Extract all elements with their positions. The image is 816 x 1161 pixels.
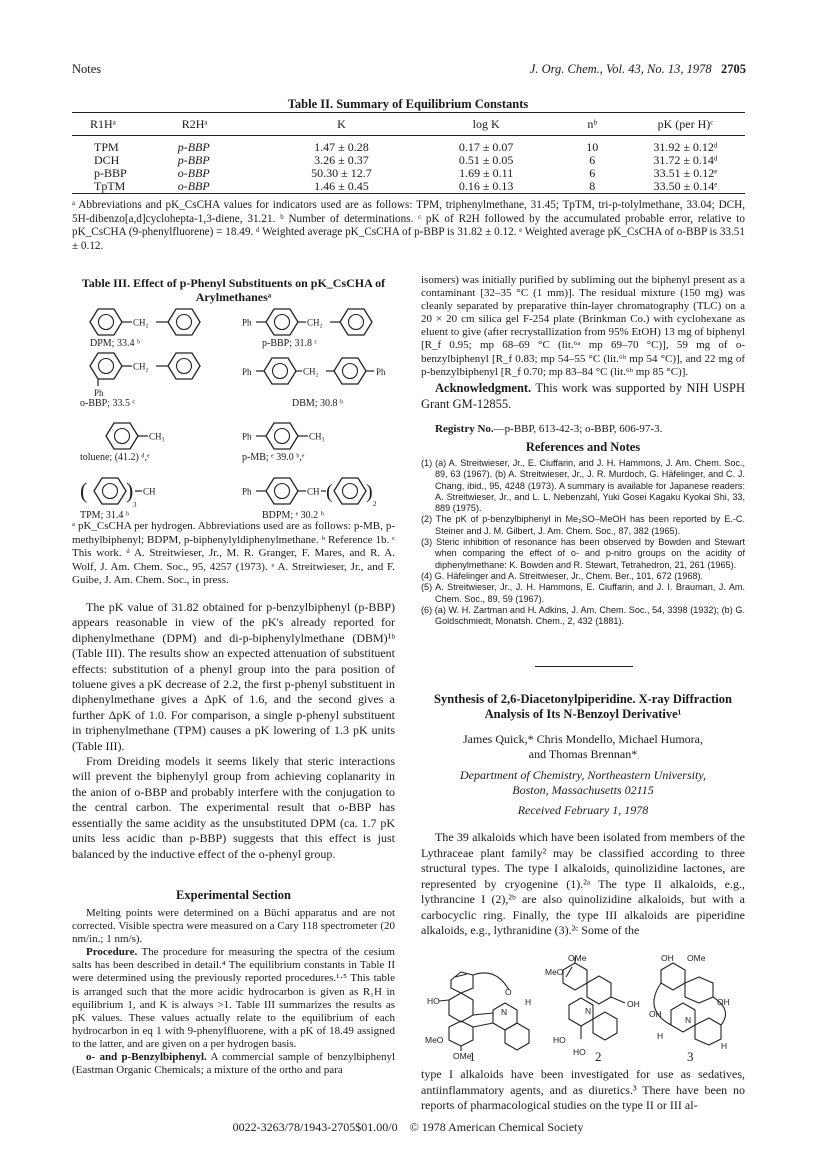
alkaloid-structures <box>421 955 745 1063</box>
table3-title: Table III. Effect of p-Phenyl Substituents on pK_CsCHA of Arylmethanesᵃ <box>81 276 386 304</box>
table-cell: TpTM <box>94 179 126 193</box>
alk-label-ome: OMe <box>568 955 587 963</box>
toluene-diagram <box>80 420 230 452</box>
table3-footnote: ᵃ pK_CsCHA per hydrogen. Abbreviations used are as follows: p-MB, p-methylbiphenyl; BDPM, p-biphenylyldiphenylmethane. ᵇ Reference 1b. ᶜ This work. ᵈ A. Streitwieser, Jr., M. R. Granger, F. Mares, and R. A. Wolf, J. Am. Chem. Soc., 95, 4257 (1973). ᵉ A. Streitwieser, Jr., and F. Guibe, J. Am. Chem. Soc., in press. <box>72 520 395 586</box>
table-cell: 33.51 ± 0.12ᵉ <box>653 166 718 180</box>
paragraph: The pK value of 31.82 obtained for p-benzylbiphenyl (p-BBP) appears reasonable in view of the pK's already reported for diphenylmethane (DPM) and di-p-biphenylylmethane (DBM)¹ᵇ (Table III). The results show an expected attenuation of substituent effects: substitution of a phenyl group into the para position of toluene gives a pK decrease of 2.2, the first p-phenyl substituent in diphenylmethane gives a ΔpK of 1.6, and the second gives a further ΔpK of 1.0. For comparison, a single p-phenyl substituent in triphenylmethane (TPM) causes a pK lowering of 1.3 pK units (Table III). <box>72 600 395 753</box>
footer-code: 0022-3263/78/1943-2705$01.00/0 <box>232 1120 398 1134</box>
ch2-label: CH₂ <box>307 317 323 328</box>
ph-label: Ph <box>242 367 252 377</box>
alk-label-ho: HO <box>427 996 440 1006</box>
structure-o-bbp <box>80 352 230 409</box>
compound-number-2: 2 <box>595 1049 602 1063</box>
reference-item: (6) (a) W. H. Zartman and H. Adkins, J. Am. Chem. Soc., 54, 3398 (1932); (b) G. Goldschmiedt, Monatsh. Chem., 2, 432 (1881). <box>421 604 745 627</box>
alk-label-ome: OMe <box>453 1051 472 1061</box>
table3-label: DBM; 30.8 ᵇ <box>292 398 344 409</box>
procedure-text: The procedure for measuring the spectra of the cesium salts has been described in detail.⁴ The equilibrium constants in Table II were determined using the previously reported procedures.¹·⁵ This table is arranged such that the more acidic hydrocarbon is given as R₁H in equilibrium 1, and K is always >1. Table III summarizes the results as pK values. These values actually relate to the equilibrium of each hydrocarbon in eq 1 with 9-phenylfluorene, with a pK of 18.49 assigned to the latter, and are given on a per hydrogen basis. <box>72 946 395 1050</box>
table-cell: TPM <box>94 140 119 154</box>
table-cell: 8 <box>589 179 596 193</box>
table-cell: 31.72 ± 0.14ᵈ <box>653 153 718 167</box>
table-cell: 1.47 ± 0.28 <box>314 140 369 154</box>
table3-label: o-BBP; 33.5 ᶜ <box>80 398 136 409</box>
alkaloid-diagram <box>421 955 745 1063</box>
alk-label-meo: MeO <box>545 967 564 977</box>
alk-label-ho: HO <box>553 1035 566 1045</box>
structure-tpm <box>80 474 230 521</box>
table-cell: 0.17 ± 0.07 <box>458 140 514 154</box>
table-row <box>72 167 745 180</box>
registry-head: Registry No. <box>435 423 494 435</box>
table-cell: 6 <box>589 153 596 167</box>
alk-label-n: N <box>685 1015 692 1025</box>
alk-label-oh: OH <box>627 999 640 1009</box>
alk-label-oh: OH <box>649 1009 662 1019</box>
table-cell: o-BBP <box>177 179 210 193</box>
reference-item: (2) The pK of p-benzylbiphenyl in Me₂SO–MeOH has been reported by E.-C. Steiner and J. M. Gilbert, J. Am. Chem. Soc., 87, 382 (1965). <box>421 514 745 536</box>
registry-text: —p-BBP, 613-42-3; o-BBP, 606-97-3. <box>493 423 663 435</box>
article-continuation <box>421 1067 745 1114</box>
table2-bottom-rule <box>72 193 745 194</box>
left-column-body <box>72 600 395 862</box>
paragraph: The 39 alkaloids which have been isolated from members of the Lythraceae plant family² may be classified according to three structural types. The type I alkaloids, quinolizidine lactones, are represented by cryogenine (1).²ᵃ The type II alkaloids, e.g., lythrancine I (2),²ᵇ are also quinolizidine alkaloids, but with a carbocyclic ring. Finally, the type III alkaloids are piperidine alkaloids, e.g., lythranidine (3).²ᶜ Some of the <box>421 830 745 937</box>
alk-label-h: H <box>657 1031 664 1041</box>
bbp-text: A commercial sample of benzylbiphenyl (Eastman Organic Chemicals; a mixture of the ortho and para <box>72 1051 396 1077</box>
left-paren: ( <box>326 481 333 503</box>
ch2-label: CH₂ <box>303 366 319 377</box>
table2-top-rule <box>72 112 745 113</box>
alk-label-n: N <box>501 1007 508 1017</box>
left-paren: ( <box>80 478 88 503</box>
table2-col-r2h: R2Hᵃ <box>178 114 269 136</box>
running-header-journal <box>530 62 746 77</box>
reference-item: (3) Steric inhibition of resonance has been observed by Bowden and Stewart when comparing the effect of o- and p-nitro groups on the acidity of diphenylmethane: K. Bowden and R. Stewart, Tetrahedron, 21, 261 (1965). <box>421 537 745 570</box>
ch-label: CH <box>307 486 320 497</box>
paragraph: isomers) was initially purified by subliming out the biphenyl present as a contaminant [32–35 °C (1 mm)]. The residual mixture (150 mg) was cleanly separated by preparative thin-layer chromatography (TLC) on a 20 × 20 cm silica gel F-254 plate (Brinkman Co.) with cyclohexane as eluent to give (after recrystallization from 95% EtOH) 13 mg of biphenyl [R_f 0.95; mp 68–69 °C (lit.⁶ᵃ mp 69–70 °C)], 59 mg of o-benzylbiphenyl [R_f 0.83; mp 54–55 °C (lit.⁶ᵇ mp 54 °C)], and 22 mg of p-benzylbiphenyl [R_f 0.70; mp 83–84 °C (lit.⁶ᵇ mp 85 °C)]. <box>421 274 745 378</box>
right-paren: ) <box>126 478 134 503</box>
subscript-2: 2 <box>373 500 377 508</box>
section-divider <box>535 666 633 667</box>
bbp-head: o- and p-Benzylbiphenyl. <box>86 1051 207 1064</box>
table-cell: p-BBP <box>94 166 127 180</box>
paragraph <box>421 422 745 437</box>
table2-col-logk: log K <box>414 114 559 136</box>
table2-col-pk: pK (per H)ᶜ <box>626 114 745 136</box>
reference-item: (1) (a) A. Streitwieser, Jr., E. Ciuffarin, and J. H. Hammons, J. Am. Chem. Soc., 89, 63 (1967). (b) A. Streitwieser, Jr., J. R. Murdoch, G. Häfelinger, and C. J. Chang, ibid., 95, 4248 (1973). A summary is available for Japanese readers: A. Streitwieser, Jr., and L. L. Nebenzahl, Yuki Gosei Kagaku Kyokai Shi, 33, 889 (1975). <box>421 458 745 514</box>
footer-copyright: © 1978 American Chemical Society <box>409 1120 584 1134</box>
table3-label: BDPM; ᵉ 30.2 ᵇ <box>262 510 324 521</box>
table-cell: 0.16 ± 0.13 <box>458 179 514 193</box>
table-cell: 1.69 ± 0.11 <box>459 166 514 180</box>
ph-label: Ph <box>94 388 104 398</box>
table-row <box>72 154 745 167</box>
paragraph <box>421 380 745 412</box>
table3-label: p-MB; ᵉ 39.0 ᵇ,ᵉ <box>242 452 305 463</box>
table3-label: toluene; (41.2) ᵈ,ᵉ <box>80 452 150 463</box>
bdpm-diagram <box>240 474 400 510</box>
table3-label: TPM; 31.4 ᵇ <box>80 510 129 521</box>
article-received: Received February 1, 1978 <box>517 803 649 817</box>
table3-label: DPM; 33.4 ᵇ <box>90 338 141 349</box>
table2-col-n: nᵇ <box>558 114 626 136</box>
ph-label: Ph <box>242 317 252 328</box>
p-mb-diagram <box>240 420 400 452</box>
reference-item: (4) G. Häfelinger and A. Streitwieser, Jr., Chem. Ber., 101, 672 (1968). <box>421 570 704 581</box>
dbm-diagram <box>240 352 400 398</box>
ch2-label: CH₂ <box>133 361 149 372</box>
table-cell: 0.51 ± 0.05 <box>458 153 514 167</box>
table2 <box>72 114 745 193</box>
p-bbp-diagram <box>240 306 400 338</box>
tpm-diagram <box>80 474 230 510</box>
table2-footnote: ᵃ Abbreviations and pK_CsCHA values for indicators used are as follows: TPM, triphenylmethane, 31.45; TpTM, tri-p-tolylmethane, 33.04; DCH, 5H-dibenzo[a,d]cyclohepta-1,3-diene, 31.21. ᵇ Number of determinations. ᶜ pK of R2H followed by the accumulated probable error, relative to pK_CsCHA (9-phenylfluorene) = 18.49. ᵈ Weighted average pK_CsCHA of p-BBP is 31.82 ± 0.12. ᵉ Weighted average pK_CsCHA of o-BBP is 33.51 ± 0.12. <box>72 199 745 252</box>
article-affiliation: Department of Chemistry, Northeastern University, Boston, Massachusetts 02115 <box>460 768 706 797</box>
acknowledgment-text: This work was supported by NIH USPH Grant GM-12855. <box>421 381 746 411</box>
article-title: Synthesis of 2,6-Diacetonylpiperidine. X-ray Diffraction Analysis of Its N-Benzoyl Derivative¹ <box>434 692 732 721</box>
table-cell: p-BBP <box>177 140 210 154</box>
table-row <box>72 180 745 193</box>
paragraph <box>72 946 395 1051</box>
table-cell: 10 <box>586 140 599 154</box>
paragraph <box>72 1051 395 1077</box>
structure-toluene <box>80 420 230 463</box>
alk-label-oh: OH <box>661 955 674 963</box>
table-cell: p-BBP <box>177 153 210 167</box>
references-list <box>421 458 745 627</box>
paragraph: Melting points were determined on a Büchi apparatus and are not corrected. Visible spectra were measured on a Cary 118 spectrometer (20 nm/in.; 1 nm/s). <box>72 907 395 946</box>
alk-label-h: H <box>721 1041 728 1051</box>
structure-bdpm <box>240 474 400 521</box>
right-column-body <box>421 274 745 379</box>
experimental-section-title: Experimental Section <box>176 888 291 902</box>
table-cell: 3.26 ± 0.37 <box>314 153 369 167</box>
compound-number-3: 3 <box>687 1049 694 1063</box>
structure-dpm <box>80 306 230 349</box>
page-number: 2705 <box>721 62 746 76</box>
alk-label-o: O <box>505 987 512 997</box>
reference-item: (5) A. Streitwieser, Jr., J. H. Hammons, E. Ciuffarin, and J. I. Brauman, J. Am. Chem. Soc., 89, 59 (1967). <box>421 582 745 604</box>
table2-title: Table II. Summary of Equilibrium Constants <box>287 97 529 111</box>
journal-citation: J. Org. Chem., Vol. 43, No. 13, 1978 <box>529 62 712 76</box>
alk-label-h: H <box>525 997 532 1007</box>
page-footer <box>0 1120 816 1135</box>
table-cell: o-BBP <box>177 166 210 180</box>
table2-col-r1h: R1Hᵃ <box>72 114 178 136</box>
alk-label-ho: HO <box>573 1047 586 1057</box>
article-intro <box>421 830 745 939</box>
table-cell: 6 <box>589 166 596 180</box>
table-row <box>72 141 745 154</box>
paragraph: From Dreiding models it seems likely that steric interactions will prevent the biphenylyl group from achieving coplanarity in the anion of o-BBP and probably interfere with the conjugation to the central carbon. The experimental result that o-BBP has essentially the same acidity as the unsubstituted DPM (ca. 1.7 pK units less acidic than p-BBP) suggests that this effect is just balanced by the inductive effect of the o-phenyl group. <box>72 754 395 861</box>
article-authors: James Quick,* Chris Mondello, Michael Humora, and Thomas Brennan* <box>463 732 703 761</box>
compound-number-1: 1 <box>469 1049 476 1063</box>
references-title: References and Notes <box>525 440 641 454</box>
alk-label-oh: OH <box>717 997 730 1007</box>
table-cell: 50.30 ± 12.7 <box>311 166 372 180</box>
alk-label-n: N <box>585 1006 592 1016</box>
table-cell: 31.92 ± 0.12ᵈ <box>653 140 718 154</box>
subscript-3: 3 <box>133 501 137 509</box>
experimental-body <box>72 907 395 1077</box>
procedure-head: Procedure. <box>86 946 138 959</box>
registry-numbers <box>421 422 745 437</box>
table2-col-k: K <box>269 114 414 136</box>
table-cell: DCH <box>94 153 120 167</box>
ph-label: Ph <box>242 431 252 442</box>
table2-header-row <box>72 114 745 136</box>
right-paren: ) <box>366 481 373 503</box>
ch-label: CH <box>143 486 156 497</box>
ch3-label: CH₃ <box>309 431 325 442</box>
ch2-label: CH₂ <box>133 317 149 328</box>
ph-label: Ph <box>376 367 386 377</box>
dpm-diagram <box>80 306 230 338</box>
alk-label-ome: OMe <box>687 955 706 963</box>
ch3-label: CH₃ <box>149 431 165 442</box>
alk-label-meo: MeO <box>425 1035 444 1045</box>
ph-label: Ph <box>242 486 252 497</box>
structure-p-bbp <box>240 306 400 349</box>
table-cell: 33.50 ± 0.14ᵉ <box>653 179 718 193</box>
o-bbp-diagram <box>80 352 230 398</box>
acknowledgment <box>421 380 745 412</box>
acknowledgment-head: Acknowledgment. <box>435 381 532 395</box>
structure-p-mb <box>240 420 400 463</box>
paragraph: type I alkaloids have been investigated for use as sedatives, antiinflammatory agents, and as diuretics.³ There have been no reports of pharmacological studies on the type II or III al- <box>421 1067 745 1112</box>
running-header-section: Notes <box>72 62 102 76</box>
structure-dbm <box>240 352 400 409</box>
table-cell: 1.46 ± 0.45 <box>314 179 369 193</box>
table3-label: p-BBP; 31.8 ᶜ <box>262 338 318 349</box>
